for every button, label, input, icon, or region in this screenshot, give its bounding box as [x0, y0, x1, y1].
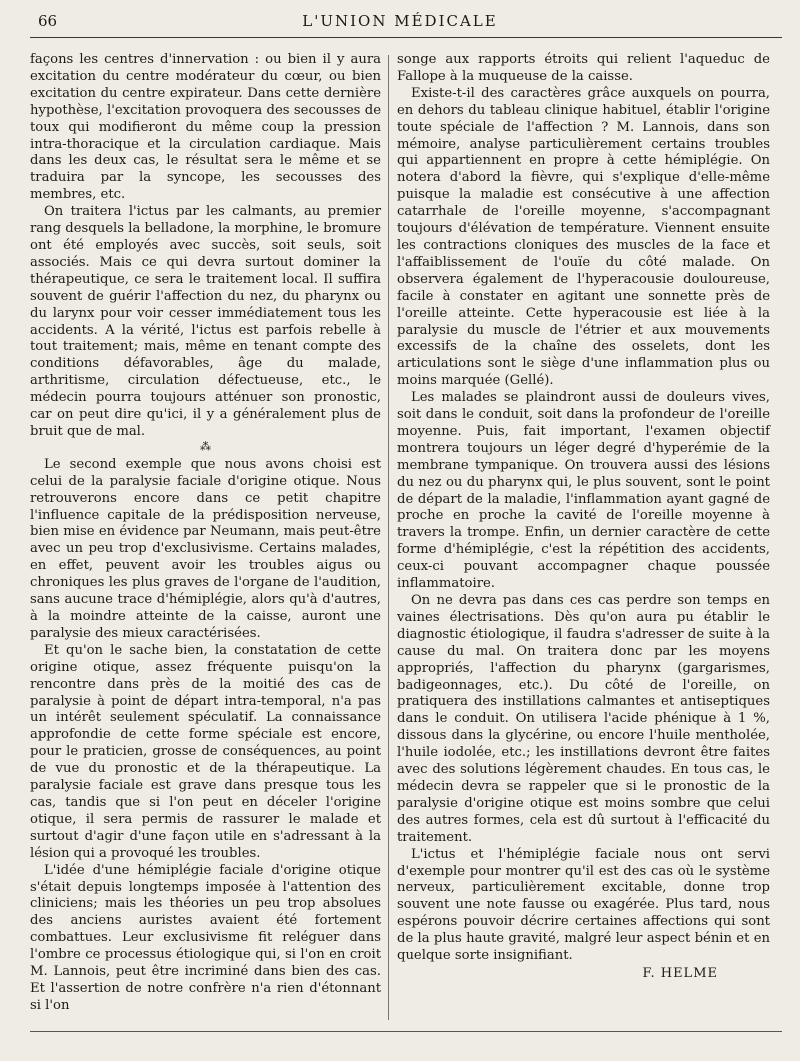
paragraph: Le second exemple que nous avons choisi est celui de la paralysie faciale d'origine otique. Nous retrouverons encore dans ce petit chapitre l'influence capitale de la prédisposition nerveuse, bien mise en évidence par Neumann, mais peut-être avec un peu trop d'exclusivisme. Certains malades, en effet, peuvent avoir les troubles aigus ou chroniques les plus graves de l'organe de l'audition, sans aucune trace d'hémiplégie, alors qu'à d'autres, à la moindre atteinte de la caisse, auront une paralysie des mieux caractérisées.: [30, 456, 381, 641]
paragraph: L'idée d'une hémiplégie faciale d'origine otique s'était depuis longtemps imposée à l'attention des cliniciens; mais les théories un peu trop absolues des anciens auristes avaient été fortement combattues. Leur exclusivisme fit reléguer dans l'ombre ce processus étiologique qui, si l'on en croit M. Lannois, peut être incriminé dans bien des cas. Et l'assertion de notre confrère n'a rien d'étonnant si l'on: [30, 862, 381, 1013]
right-column: [397, 52, 770, 983]
page-number: 66: [38, 12, 58, 30]
paragraph: Les malades se plaindront aussi de douleurs vives, soit dans le conduit, soit dans la profondeur de l'oreille moyenne. Puis, fait important, l'examen objectif montrera toujours un léger degré d'hyperémie de la membrane tympanique. On trouvera aussi des lésions du nez ou du pharynx qui, le plus souvent, sont le point de départ de la maladie, l'inflammation ayant gagné de proche en proche la cavité de l'oreille moyenne à travers la trompe. Enfin, un dernier caractère de cette forme d'hémiplégie, c'est la répétition des accidents, ceux-ci pouvant accompagner chaque poussée inflammatoire.: [397, 390, 770, 592]
paragraph: Existe-t-il des caractères grâce auxquels on pourra, en dehors du tableau clinique habituel, établir l'origine toute spéciale de l'affection ? M. Lannois, dans son mémoire, analyse particulièrement certains troubles qui appartiennent en propre à cette hémiplégie. On notera d'abord la fièvre, qui s'explique d'elle-même puisque la maladie est consécutive à une affection catarrhale de l'oreille moyenne, s'accompagnant toujours d'élévation de température. Viennent ensuite les contractions cloniques des muscles de la face et l'affaiblissement de l'ouïe du côté malade. On observera également de l'hyperacousie douloureuse, facile à constater en agitant une sonnette près de l'oreille atteinte. Cette hyperacousie est liée à la paralysie du muscle de l'étrier et aux mouvements excessifs de la chaîne des osselets, dont les articulations sont le siège d'une inflammation plus ou moins marquée (Gellé).: [397, 85, 770, 389]
running-title: L'UNION MÉDICALE: [302, 12, 498, 30]
paragraph-continuation: songe aux rapports étroits qui relient l'aqueduc de Fallope à la muqueuse de la caisse.: [397, 52, 770, 84]
header-rule: [30, 37, 782, 38]
page-bottom-edge: [30, 1031, 782, 1032]
column-divider: [388, 55, 389, 1020]
paragraph: On ne devra pas dans ces cas perdre son temps en vaines électrisations. Dès qu'on aura pu établir le diagnostic étiologique, il faudra s'adresser de suite à la cause du mal. On traitera donc par les moyens appropriés, l'affection du pharynx (gargarismes, badigeonnages, etc.). Du côté de l'oreille, on pratiquera des instillations calmantes et antiseptiques dans le conduit. On utilisera l'acide phénique à 1 %, dissous dans la glycérine, ou encore l'huile mentholée, l'huile iodolée, etc.; les instillations devront être faites avec des solutions légèrement chaudes. En tous cas, le médecin devra se rappeler que si le pronostic de la paralysie d'origine otique est moins sombre que celui des autres formes, cela est dû surtout à l'efficacité du traitement.: [397, 593, 770, 845]
paragraph: On traitera l'ictus par les calmants, au premier rang desquels la belladone, la morphine, le bromure ont été employés avec succès, soit seuls, soit associés. Mais ce qui devra surtout dominer la thérapeutique, ce sera le traitement local. Il suffira souvent de guérir l'affection du nez, du pharynx ou du larynx pour voir cesser immédiatement tous les accidents. A la vérité, l'ictus est parfois rebelle à tout traitement; mais, même en tenant compte des conditions défavorables, âge du malade, arthritisme, circulation défectueuse, etc., le médecin pourra toujours atténuer son pronostic, car on peut dire qu'ici, il y a généralement plus de bruit que de mal.: [30, 204, 381, 439]
author-signature: F. HELME: [642, 965, 718, 981]
paragraph: L'ictus et l'hémiplégie faciale nous ont servi d'exemple pour montrer qu'il est des cas où le système nerveux, particulièrement excitable, donne trop souvent une note fausse ou exagérée. Plus tard, nous espérons pouvoir décrire certaines affections qui sont de la plus haute gravité, malgré leur aspect bénin et en quelque sorte insignifiant.: [397, 846, 770, 964]
section-break-asterism: ⁂: [200, 439, 211, 453]
left-column: [30, 52, 381, 1015]
paragraph: Et qu'on le sache bien, la constatation de cette origine otique, assez fréquente puisqu'on la rencontre dans près de la moitié des cas de paralysie à point de départ intra-temporal, n'a pas un intérêt seulement spéculatif. La connaissance approfondie de cette forme spéciale est encore, pour le praticien, grosse de conséquences, au point de vue du pronostic et de la thérapeutique. La paralysie faciale est grave dans presque tous les cas, tandis que si l'on peut en déceler l'origine otique, il sera permis de rassurer le malade et surtout d'agir d'une façon utile en s'adressant à la lésion qui a provoqué les troubles.: [30, 642, 381, 861]
paragraph: façons les centres d'innervation : ou bien il y aura excitation du centre modérateur du cœur, ou bien excitation du centre expirateur. Dans cette dernière hypothèse, l'excitation provoquera des secousses de toux qui modifieront du même coup la pression intra-thoracique et la circulation cardiaque. Mais dans les deux cas, le résultat sera le même et se traduira par la syncope, les secousses des membres, etc.: [30, 52, 381, 203]
